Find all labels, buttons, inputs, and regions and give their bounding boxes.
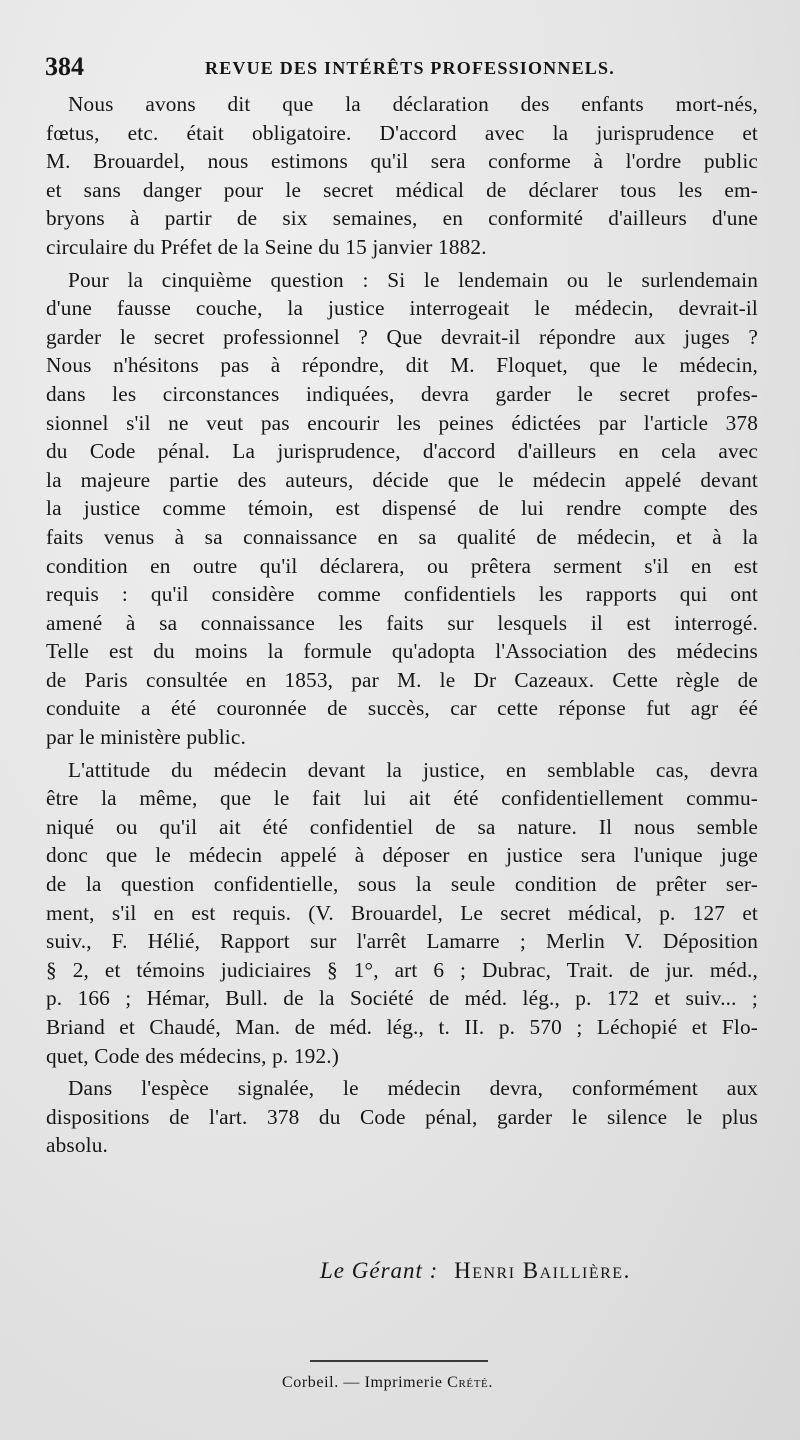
text-line: Nous n'hésitons pas à répondre, dit M. Floquet, que le médecin,	[46, 353, 758, 378]
paragraph-3	[46, 756, 758, 1071]
text-line: suiv., F. Hélié, Rapport sur l'arrêt Lamarre ; Merlin V. Déposition	[46, 929, 758, 954]
text-line: bryons à partir de six semaines, en conformité d'ailleurs d'une	[46, 206, 758, 231]
text-line: conduite a été couronnée de succès, car cette réponse fut agr éé	[46, 696, 758, 721]
signature-name: Henri Baillière.	[454, 1258, 631, 1283]
text-line: dispositions de l'art. 378 du Code pénal, garder le silence le plus	[46, 1104, 758, 1129]
text-line: garder le secret professionnel ? Que devrait-il répondre aux juges ?	[46, 324, 758, 349]
text-line: faits venus à sa connaissance en sa qualité de médecin, et à la	[46, 524, 758, 549]
page-number: 384	[45, 52, 84, 81]
text-line: Nous avons dit que la déclaration des enfants mort-nés,	[68, 92, 758, 116]
printer-footer	[282, 1374, 493, 1392]
text-line: sionnel s'il ne veut pas encourir les peines édictées par l'article 378	[46, 410, 758, 435]
paragraph-2	[46, 266, 758, 752]
text-line: de la question confidentielle, sous la seule condition de prêter ser-	[46, 872, 758, 897]
footer-printer: Crété.	[447, 1374, 493, 1391]
page-header	[45, 50, 755, 84]
text-line: donc que le médecin appelé à déposer en justice sera l'unique juge	[46, 843, 758, 868]
footer-place: Corbeil. — Imprimerie	[282, 1374, 443, 1391]
text-line: Pour la cinquième question : Si le lendemain ou le surlendemain	[68, 267, 758, 292]
text-line: de Paris consultée en 1853, par M. le Dr Cazeaux. Cette règle de	[46, 667, 758, 692]
running-head: REVUE DES INTÉRÊTS PROFESSIONNELS.	[205, 58, 615, 78]
text-line: M. Brouardel, nous estimons qu'il sera conforme à l'ordre public	[46, 149, 758, 174]
text-line: condition en outre qu'il déclarera, ou prêtera serment s'il en est	[46, 553, 758, 578]
text-line: Telle est du moins la formule qu'adopta l'Association des médecins	[46, 639, 758, 664]
text-line: ment, s'il en est requis. (V. Brouardel, Le secret médical, p. 127 et	[46, 900, 758, 925]
body-text	[46, 90, 758, 1160]
text-line: niqué ou qu'il ait été confidentiel de sa nature. Il nous semble	[46, 814, 758, 839]
text-line: L'attitude du médecin devant la justice, en semblable cas, devra	[68, 757, 758, 782]
text-line: la justice comme témoin, est dispensé de lui rendre compte des	[46, 496, 758, 521]
text-line: par le ministère public.	[46, 725, 246, 750]
text-line: requis : qu'il considère comme confidentiels les rapports qui ont	[46, 582, 758, 607]
text-line: absolu.	[46, 1133, 108, 1158]
text-line: la majeure partie des auteurs, décide que le médecin appelé devant	[46, 467, 758, 492]
text-line: Briand et Chaudé, Man. de méd. lég., t. II. p. 570 ; Léchopié et Flo-	[46, 1015, 758, 1039]
text-line: du Code pénal. La jurisprudence, d'accord d'ailleurs en cela avec	[46, 439, 758, 464]
text-line: circulaire du Préfet de la Seine du 15 janvier 1882.	[46, 234, 487, 259]
paragraph-4	[46, 1074, 758, 1160]
text-line: amené à sa connaissance les faits sur lesquels il est interrogé.	[46, 610, 758, 635]
text-line: quet, Code des médecins, p. 192.)	[46, 1043, 339, 1068]
footer-divider	[310, 1360, 488, 1362]
text-line: être la même, que le fait lui ait été confidentiellement commu-	[46, 786, 758, 811]
text-line: fœtus, etc. était obligatoire. D'accord avec la jurisprudence et	[46, 120, 758, 145]
text-line: dans les circonstances indiquées, devra garder le secret profes-	[46, 381, 758, 406]
signature-label: Le Gérant :	[320, 1258, 439, 1283]
text-line: p. 166 ; Hémar, Bull. de la Société de méd. lég., p. 172 et suiv... ;	[46, 986, 758, 1011]
signature	[320, 1258, 631, 1284]
paragraph-1	[46, 90, 758, 262]
text-line: et sans danger pour le secret médical de déclarer tous les em-	[46, 177, 758, 202]
text-line: Dans l'espèce signalée, le médecin devra, conformément aux	[68, 1076, 758, 1101]
text-line: § 2, et témoins judiciaires § 1°, art 6 ; Dubrac, Trait. de jur. méd.,	[46, 957, 758, 982]
text-line: d'une fausse couche, la justice interrogeait le médecin, devrait-il	[46, 296, 758, 321]
